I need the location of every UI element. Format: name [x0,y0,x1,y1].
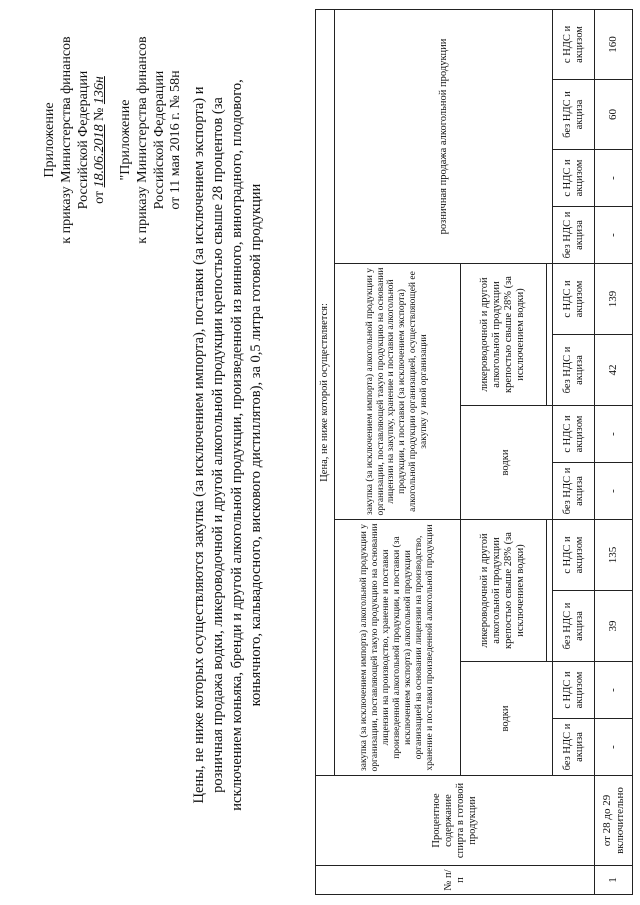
subheader-no-vat: без НДС и акциза [553,463,595,520]
cell-value: - [595,463,633,520]
subheader-with-vat: с НДС и акцизом [553,406,595,463]
annex-line: Приложение [42,102,57,178]
cell-value: 139 [595,264,633,335]
annex-line: Российской Федерации [151,70,167,210]
row-number: 1 [595,866,633,895]
annex-stamp-new [42,35,109,245]
cell-value: 39 [595,591,633,662]
subheader-no-vat: без НДС и акциза [553,335,595,406]
cell-value: 60 [595,80,633,150]
annex-line: Российской Федерации [75,70,91,210]
annex-line: к приказу Министерства финансов [134,36,150,244]
row-range: от 28 до 29 включительно [595,776,633,866]
subheader-with-vat: с НДС и акцизом [553,662,595,719]
order-date: 18.06.2018 [92,124,108,188]
cell-value: - [595,207,633,264]
annex-date-line: от 18.06.2018 № 136н [92,76,108,204]
price-header: Цена, не ниже которой осуществляется: [316,9,335,775]
annex-line: к приказу Министерства финансов [58,36,74,244]
table-row [595,9,633,894]
subheader-liquor: ликероводочной и другой алкогольной продукции крепостью свыше 28% (за исключением водки) [460,520,546,662]
annex-stamp-old [118,35,185,245]
annex-line: от 11 мая 2016 г. № 58н [168,70,184,210]
col-header-percent: Процентное содержание спирта в готовой продукции [316,776,595,866]
subheader-no-vat: без НДС и акциза [553,207,595,264]
group-header-retail: розничная продажа алкогольной продукции [334,9,552,263]
cell-value: - [595,406,633,463]
subheader-no-vat: без НДС и акциза [553,80,595,150]
subheader-with-vat: с НДС и акцизом [553,264,595,335]
subheader-vodka: водки [460,662,552,776]
subheader-with-vat: с НДС и акцизом [553,520,595,591]
cell-value: 42 [595,335,633,406]
cell-value: - [595,662,633,719]
subheader-vodka: водки [460,406,552,520]
subheader-liquor: ликероводочной и другой алкогольной продукции крепостью свыше 28% (за исключением водки) [460,264,546,406]
order-number: 136н [92,76,108,105]
col-header-number: № п/п [316,866,595,895]
subheader-no-vat: без НДС и акциза [553,591,595,662]
subheader-no-vat: без НДС и акциза [553,719,595,776]
subheader-with-vat: с НДС и акцизом [553,150,595,207]
cell-value: 135 [595,520,633,591]
annex-line: "Приложение [118,99,133,181]
subheader-with-vat: с НДС и акцизом [553,9,595,79]
cell-value: - [595,150,633,207]
group-header-wholesale: закупка (за исключением импорта) алкогольной продукции у организации, поставляющей такую продукцию на основании лицензии на закупку, хранение и поставки алкогольной продукции, и поставки (за исключением экспорта) алкогольной продукции организацией, осуществляющей ее закупку у иной организации [334,264,460,520]
price-table [315,9,633,895]
cell-value: 160 [595,9,633,79]
document-title: Цены, не ниже которых осуществляются закупка (за исключением импорта), поставки (за исключением экспорта) и розничная продажа водки, ликероводочной и другой алкогольной продукции крепостью свыше 28 процентов (за исключением коньяка, бренди и другой алкогольной продукции, произведенной из винного, виноградного, плодового, коньячного, кальвадосного, вискового дистиллятов), за 0,5 литра готовой продукции [191,79,264,811]
cell-value: - [595,719,633,776]
group-header-producer: закупка (за исключением импорта) алкогольной продукции у организации, поставляющей такую продукцию на основании лицензии на производство, хранение и поставки произведенной алкогольной продукции, и поставки (за исключением экспорта) алкогольной продукции организацией на основании лицензии на производство, хранение и поставки произведенной алкогольной продукции [334,520,460,776]
